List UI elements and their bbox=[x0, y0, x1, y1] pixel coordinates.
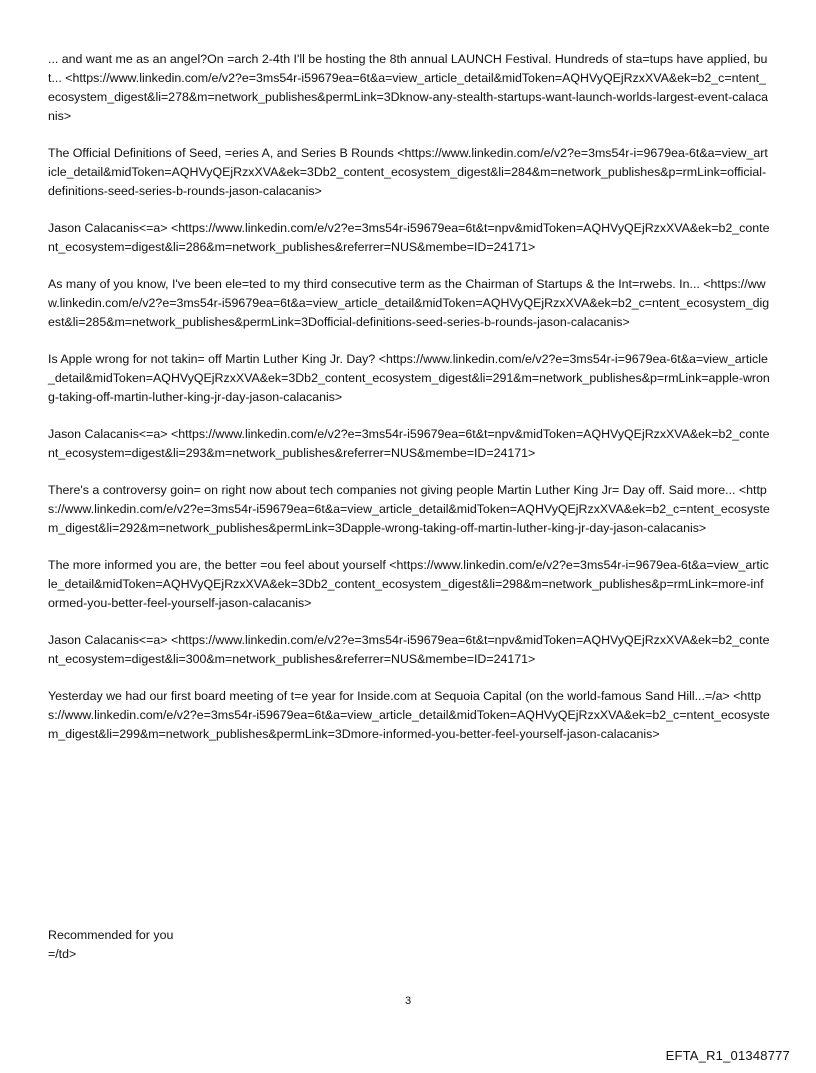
page-number: 3 bbox=[404, 995, 412, 1007]
recommended-heading: Recommended for you bbox=[48, 928, 174, 942]
paragraph: Is Apple wrong for not takin= off Martin Luther King Jr. Day? <https://www.linkedin.com/e/v2?e=3ms54r-i=9679ea-6t&a=view_article_detail&midToken=AQHVyQEjRzxXVA&ek=3Db2_content_ecosystem_digest&li=291&m=network_publishes&p=rmLink=apple-wrong-taking-off-martin-luther-king-jr-day-jason-calacanis> bbox=[48, 352, 770, 404]
td-close-text: =/td> bbox=[48, 947, 77, 961]
paragraph: Yesterday we had our first board meeting of t=e year for Inside.com at Sequoia Capital (on the world-famous Sand Hill...=/a> <https://www.linkedin.com/e/v2?e=3ms54r-i59679ea=6t&a=view_article_detail&midToken=AQHVyQEjRzxXVA&ek=b2_c=ntent_ecosystem_digest&li=299&m=network_publishes&permLink=3Dmore-informed-you-better-feel-yourself-jason-calacanis> bbox=[48, 689, 770, 741]
paragraph: The more informed you are, the better =ou feel about yourself <https://www.linkedin.com/e/v2?e=3ms54r-i=9679ea-6t&a=view_article_detail&midToken=AQHVyQEjRzxXVA&ek=3Db2_content_ecosystem_digest&li=298&m=network_publishes&p=rmLink=more-informed-you-better-feel-yourself-jason-calacanis> bbox=[48, 558, 769, 610]
paragraph: The Official Definitions of Seed, =eries A, and Series B Rounds <https://www.linkedin.com/e/v2?e=3ms54r-i=9679ea-6t&a=view_article_detail&midToken=AQHVyQEjRzxXVA&ek=3Db2_content_ecosystem_digest&li=284&m=network_publishes&p=rmLink=official-definitions-seed-series-b-rounds-jason-calacanis> bbox=[48, 146, 768, 198]
paragraph: As many of you know, I've been ele=ted to my third consecutive term as the Chairman of Startups & the Int=rwebs. In... <https://www.linkedin.com/e/v2?e=3ms54r-i59679ea=6t&a=view_article_detail&midToken=AQHVyQEjRzxXVA&ek=b2_c=ntent_ecosystem_digest&li=285&m=network_publishes&permLink=3Dofficial-definitions-seed-series-b-rounds-jason-calacanis> bbox=[48, 277, 770, 329]
paragraph: ... and want me as an angel?On =arch 2-4th I'll be hosting the 8th annual LAUNCH Festival. Hundreds of sta=tups have applied, but... <https://www.linkedin.com/e/v2?e=3ms54r-i59679ea=6t&a=view_article_detail&midToken=AQHVyQEjRzxXVA&ek=b2_c=ntent_ecosystem_digest&li=278&m=network_publishes&permLink=3Dknow-any-stealth-startups-want-launch-worlds-largest-event-calacanis> bbox=[48, 52, 769, 123]
paragraph: There's a controversy goin= on right now about tech companies not giving people Martin Luther King Jr= Day off. Said more... <https://www.linkedin.com/e/v2?e=3ms54r-i59679ea=6t&a=view_article_detail&midToken=AQHVyQEjRzxXVA&ek=b2_c=ntent_ecosystem_digest&li=292&m=network_publishes&permLink=3Dapple-wrong-taking-off-martin-luther-king-jr-day-jason-calacanis> bbox=[48, 483, 770, 535]
document-body bbox=[48, 50, 770, 762]
paragraph: Jason Calacanis<=a> <https://www.linkedin.com/e/v2?e=3ms54r-i59679ea=6t&t=npv&midToken=AQHVyQEjRzxXVA&ek=b2_content_ecosystem=digest&li=300&m=network_publishes&referrer=NUS&membe=ID=24171> bbox=[48, 633, 770, 666]
recommended-section bbox=[48, 926, 173, 964]
paragraph: Jason Calacanis<=a> <https://www.linkedin.com/e/v2?e=3ms54r-i59679ea=6t&t=npv&midToken=AQHVyQEjRzxXVA&ek=b2_content_ecosystem=digest&li=286&m=network_publishes&referrer=NUS&membe=ID=24171> bbox=[48, 221, 770, 254]
document-id: EFTA_R1_01348777 bbox=[665, 1048, 790, 1063]
paragraph: Jason Calacanis<=a> <https://www.linkedin.com/e/v2?e=3ms54r-i59679ea=6t&t=npv&midToken=AQHVyQEjRzxXVA&ek=b2_content_ecosystem=digest&li=293&m=network_publishes&referrer=NUS&membe=ID=24171> bbox=[48, 427, 770, 460]
